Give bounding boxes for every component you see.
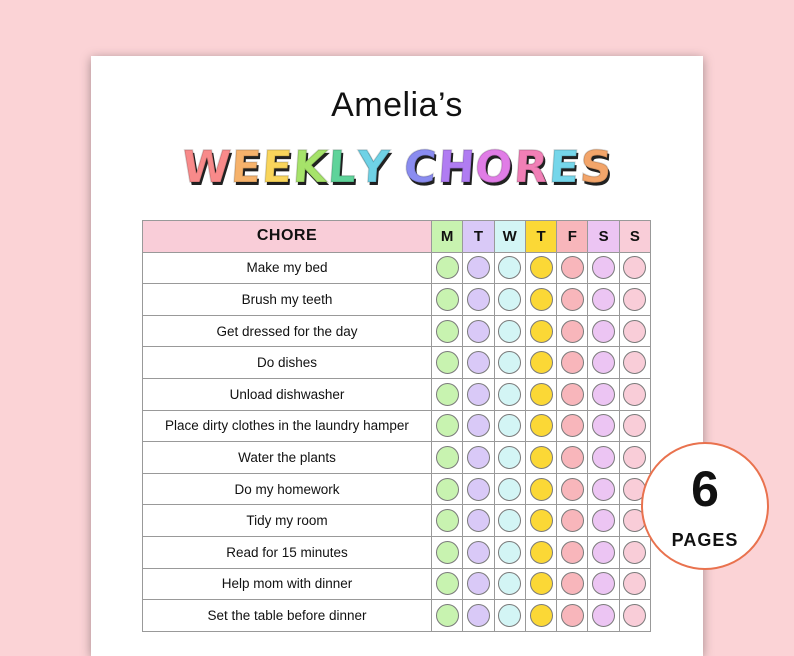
- title-letter: R: [511, 142, 551, 193]
- day-cell: [557, 347, 588, 379]
- checkbox-circle[interactable]: [467, 509, 490, 532]
- checkbox-circle[interactable]: [467, 256, 490, 279]
- checkbox-circle[interactable]: [498, 383, 521, 406]
- day-cell: [494, 505, 525, 537]
- day-cell: [588, 473, 619, 505]
- checkbox-circle[interactable]: [561, 256, 584, 279]
- day-cell: [463, 315, 494, 347]
- weekly-chores-title: [91, 142, 703, 193]
- day-cell: [619, 252, 650, 284]
- checkbox-circle[interactable]: [436, 604, 459, 627]
- day-cell: [432, 600, 463, 632]
- title-letter: Y: [355, 142, 393, 193]
- title-letter: E: [260, 142, 296, 193]
- day-cell: [588, 442, 619, 474]
- day-cell: [619, 378, 650, 410]
- day-cell: [494, 315, 525, 347]
- day-cell: [463, 600, 494, 632]
- chore-label: Read for 15 minutes: [143, 536, 432, 568]
- page-count: 6: [691, 461, 719, 517]
- day-cell: [619, 568, 650, 600]
- day-cell: [557, 442, 588, 474]
- day-cell: [432, 568, 463, 600]
- title-letter: E: [229, 142, 264, 193]
- checkbox-circle[interactable]: [592, 604, 615, 627]
- checkbox-circle[interactable]: [530, 383, 553, 406]
- day-cell: [494, 347, 525, 379]
- day-cell: [557, 505, 588, 537]
- day-cell: [588, 378, 619, 410]
- day-cell: [463, 252, 494, 284]
- day-cell: [619, 284, 650, 316]
- day-cell: [432, 473, 463, 505]
- day-cell: [557, 315, 588, 347]
- day-cell: [432, 284, 463, 316]
- day-cell: [525, 505, 556, 537]
- checkbox-circle[interactable]: [436, 478, 459, 501]
- day-cell: [525, 284, 556, 316]
- table-header-row: [143, 221, 651, 253]
- day-cell: [557, 536, 588, 568]
- checkbox-circle[interactable]: [530, 509, 553, 532]
- day-cell: [525, 378, 556, 410]
- chore-label: Brush my teeth: [143, 284, 432, 316]
- chore-column-header: CHORE: [143, 221, 432, 253]
- day-cell: [432, 315, 463, 347]
- checkbox-circle[interactable]: [530, 478, 553, 501]
- chore-label: Do my homework: [143, 473, 432, 505]
- checkbox-circle[interactable]: [498, 541, 521, 564]
- checkbox-circle[interactable]: [530, 446, 553, 469]
- day-header: M: [432, 221, 463, 253]
- checkbox-circle[interactable]: [498, 604, 521, 627]
- checkbox-circle[interactable]: [592, 320, 615, 343]
- checkbox-circle[interactable]: [498, 256, 521, 279]
- checkbox-circle[interactable]: [561, 604, 584, 627]
- checkbox-circle[interactable]: [467, 446, 490, 469]
- checkbox-circle[interactable]: [467, 414, 490, 437]
- table-row: [143, 473, 651, 505]
- chore-label: Make my bed: [143, 252, 432, 284]
- day-cell: [525, 410, 556, 442]
- day-cell: [432, 442, 463, 474]
- day-cell: [432, 505, 463, 537]
- day-cell: [619, 600, 650, 632]
- day-cell: [619, 347, 650, 379]
- checkbox-circle[interactable]: [592, 509, 615, 532]
- day-cell: [588, 410, 619, 442]
- checkbox-circle[interactable]: [436, 383, 459, 406]
- checkbox-circle[interactable]: [592, 351, 615, 374]
- day-cell: [525, 315, 556, 347]
- checkbox-circle[interactable]: [436, 572, 459, 595]
- checkbox-circle[interactable]: [592, 383, 615, 406]
- checkbox-circle[interactable]: [623, 604, 646, 627]
- day-cell: [557, 284, 588, 316]
- checkbox-circle[interactable]: [467, 320, 490, 343]
- table-row: [143, 568, 651, 600]
- checkbox-circle[interactable]: [530, 351, 553, 374]
- title-letter: L: [326, 142, 360, 193]
- checkbox-circle[interactable]: [623, 320, 646, 343]
- pages-badge: [641, 442, 769, 570]
- chore-label: Tidy my room: [143, 505, 432, 537]
- day-cell: [494, 536, 525, 568]
- pages-label: PAGES: [671, 530, 739, 550]
- checkbox-circle[interactable]: [592, 288, 615, 311]
- day-cell: [463, 442, 494, 474]
- day-cell: [525, 252, 556, 284]
- day-cell: [557, 378, 588, 410]
- checkbox-circle[interactable]: [592, 256, 615, 279]
- table-row: [143, 315, 651, 347]
- day-header: S: [588, 221, 619, 253]
- table-row: [143, 505, 651, 537]
- checkbox-circle[interactable]: [592, 446, 615, 469]
- checkbox-circle[interactable]: [561, 509, 584, 532]
- checkbox-circle[interactable]: [436, 320, 459, 343]
- checkbox-circle[interactable]: [436, 256, 459, 279]
- checkbox-circle[interactable]: [498, 320, 521, 343]
- day-header: T: [463, 221, 494, 253]
- day-cell: [557, 568, 588, 600]
- day-cell: [525, 473, 556, 505]
- day-cell: [494, 284, 525, 316]
- checkbox-circle[interactable]: [623, 414, 646, 437]
- checkbox-circle[interactable]: [436, 509, 459, 532]
- checkbox-circle[interactable]: [561, 541, 584, 564]
- checkbox-circle[interactable]: [498, 288, 521, 311]
- checkbox-circle[interactable]: [498, 478, 521, 501]
- day-cell: [525, 600, 556, 632]
- day-cell: [557, 600, 588, 632]
- table-row: [143, 347, 651, 379]
- chore-label: Unload dishwasher: [143, 378, 432, 410]
- day-cell: [588, 347, 619, 379]
- day-header: S: [619, 221, 650, 253]
- checkbox-circle[interactable]: [592, 541, 615, 564]
- day-cell: [432, 378, 463, 410]
- table-row: [143, 284, 651, 316]
- checkbox-circle[interactable]: [561, 383, 584, 406]
- day-cell: [432, 347, 463, 379]
- checkbox-circle[interactable]: [592, 572, 615, 595]
- day-header: T: [525, 221, 556, 253]
- day-cell: [588, 252, 619, 284]
- checkbox-circle[interactable]: [530, 320, 553, 343]
- checkbox-circle[interactable]: [561, 478, 584, 501]
- checkbox-circle[interactable]: [623, 288, 646, 311]
- day-cell: [494, 568, 525, 600]
- day-cell: [432, 252, 463, 284]
- checkbox-circle[interactable]: [592, 478, 615, 501]
- checkbox-circle[interactable]: [498, 509, 521, 532]
- chore-chart-sheet: [91, 56, 703, 656]
- chore-label: Do dishes: [143, 347, 432, 379]
- table-row: [143, 442, 651, 474]
- day-cell: [557, 473, 588, 505]
- chore-label: Help mom with dinner: [143, 568, 432, 600]
- day-cell: [619, 410, 650, 442]
- day-cell: [494, 442, 525, 474]
- checkbox-circle[interactable]: [623, 256, 646, 279]
- chore-label: Set the table before dinner: [143, 600, 432, 632]
- table-row: [143, 536, 651, 568]
- day-cell: [463, 378, 494, 410]
- chore-label: Water the plants: [143, 442, 432, 474]
- checkbox-circle[interactable]: [530, 414, 553, 437]
- checkbox-circle[interactable]: [561, 414, 584, 437]
- checkbox-circle[interactable]: [561, 572, 584, 595]
- day-cell: [588, 505, 619, 537]
- checkbox-circle[interactable]: [436, 541, 459, 564]
- checkbox-circle[interactable]: [498, 446, 521, 469]
- checkbox-circle[interactable]: [436, 446, 459, 469]
- day-cell: [432, 536, 463, 568]
- checkbox-circle[interactable]: [467, 478, 490, 501]
- checkbox-circle[interactable]: [561, 351, 584, 374]
- day-header: W: [494, 221, 525, 253]
- checkbox-circle[interactable]: [467, 288, 490, 311]
- checkbox-circle[interactable]: [436, 414, 459, 437]
- title-letter: W: [179, 142, 233, 193]
- title-letter: K: [291, 142, 331, 193]
- checkbox-circle[interactable]: [561, 288, 584, 311]
- day-cell: [463, 536, 494, 568]
- title-letter: C: [402, 142, 440, 193]
- checkbox-circle[interactable]: [592, 414, 615, 437]
- day-cell: [557, 252, 588, 284]
- day-cell: [525, 536, 556, 568]
- title-letter: O: [473, 142, 516, 193]
- title-letter: E: [546, 142, 582, 193]
- day-cell: [525, 568, 556, 600]
- day-cell: [588, 284, 619, 316]
- chore-table: [142, 220, 651, 632]
- day-cell: [588, 568, 619, 600]
- table-row: [143, 410, 651, 442]
- day-cell: [588, 536, 619, 568]
- day-cell: [463, 473, 494, 505]
- day-cell: [588, 600, 619, 632]
- checkbox-circle[interactable]: [623, 572, 646, 595]
- day-cell: [588, 315, 619, 347]
- checkbox-circle[interactable]: [498, 572, 521, 595]
- checkbox-circle[interactable]: [530, 288, 553, 311]
- checkbox-circle[interactable]: [623, 383, 646, 406]
- checkbox-circle[interactable]: [530, 256, 553, 279]
- checkbox-circle[interactable]: [530, 572, 553, 595]
- checkbox-circle[interactable]: [561, 446, 584, 469]
- table-row: [143, 378, 651, 410]
- chore-label: Get dressed for the day: [143, 315, 432, 347]
- checkbox-circle[interactable]: [467, 351, 490, 374]
- day-cell: [463, 568, 494, 600]
- table-row: [143, 252, 651, 284]
- day-cell: [494, 252, 525, 284]
- checkbox-circle[interactable]: [561, 320, 584, 343]
- day-cell: [619, 315, 650, 347]
- day-cell: [494, 410, 525, 442]
- title-letter: S: [577, 142, 615, 193]
- day-cell: [463, 347, 494, 379]
- day-cell: [525, 442, 556, 474]
- day-cell: [525, 347, 556, 379]
- table-row: [143, 600, 651, 632]
- day-cell: [463, 284, 494, 316]
- checkbox-circle[interactable]: [467, 572, 490, 595]
- checkbox-circle[interactable]: [498, 351, 521, 374]
- checkbox-circle[interactable]: [436, 351, 459, 374]
- checkbox-circle[interactable]: [530, 541, 553, 564]
- checkbox-circle[interactable]: [436, 288, 459, 311]
- checkbox-circle[interactable]: [530, 604, 553, 627]
- day-header: F: [557, 221, 588, 253]
- title-letter: H: [435, 142, 478, 193]
- checkbox-circle[interactable]: [498, 414, 521, 437]
- day-cell: [494, 473, 525, 505]
- chore-label: Place dirty clothes in the laundry hamper: [143, 410, 432, 442]
- child-name: Amelia’s: [331, 86, 463, 124]
- day-cell: [463, 505, 494, 537]
- day-cell: [494, 600, 525, 632]
- checkbox-circle[interactable]: [467, 383, 490, 406]
- day-cell: [557, 410, 588, 442]
- checkbox-circle[interactable]: [467, 604, 490, 627]
- checkbox-circle[interactable]: [623, 351, 646, 374]
- day-cell: [463, 410, 494, 442]
- day-cell: [432, 410, 463, 442]
- checkbox-circle[interactable]: [467, 541, 490, 564]
- day-cell: [494, 378, 525, 410]
